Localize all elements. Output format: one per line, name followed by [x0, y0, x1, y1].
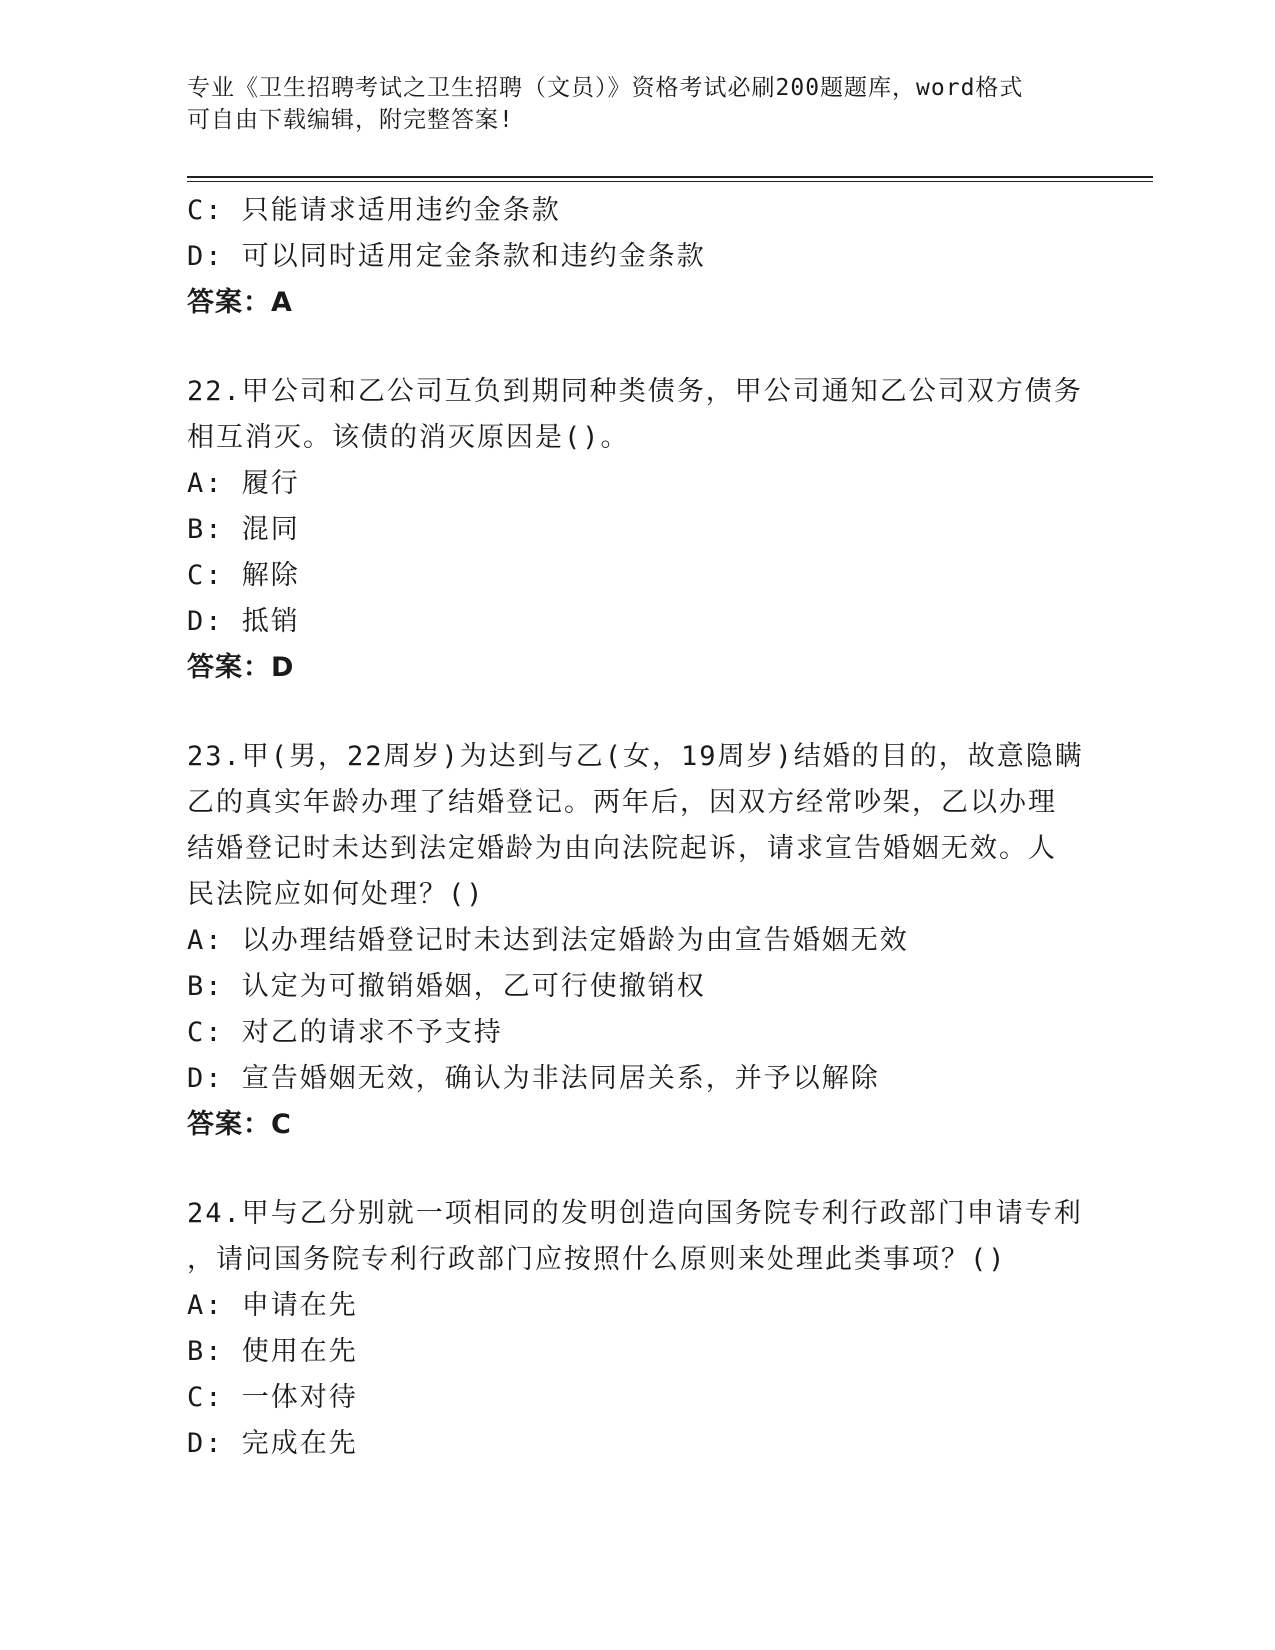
- question-spacer: [187, 1148, 1107, 1191]
- question-list: [187, 188, 1107, 1467]
- option-c: C: 一体对待: [187, 1382, 358, 1413]
- option-c: C: 对乙的请求不予支持: [187, 1017, 503, 1048]
- question-22: [187, 369, 1107, 691]
- option-c: C: 解除: [187, 560, 300, 591]
- header-title-line-1: 专业《卫生招聘考试之卫生招聘（文员）》资格考试必刷200题题库，word格式: [187, 75, 1024, 101]
- question-stem-line: 乙的真实年龄办理了结婚登记。两年后，因双方经常吵架，乙以办理: [187, 787, 1057, 818]
- header-divider-thick: [187, 176, 1153, 178]
- option-d: D: 宣告婚姻无效，确认为非法同居关系，并予以解除: [187, 1063, 880, 1094]
- option-d: D: 抵销: [187, 606, 300, 637]
- question-stem-line: 结婚登记时未达到法定婚龄为由向法院起诉，请求宣告婚姻无效。人: [187, 833, 1057, 864]
- question-stem-line: 民法院应如何处理？(): [187, 879, 485, 910]
- option-d: D: 可以同时适用定金条款和违约金条款: [187, 241, 706, 272]
- option-b: B: 混同: [187, 514, 300, 545]
- question-stem-line: 23.甲(男，22周岁)为达到与乙(女，19周岁)结婚的目的，故意隐瞒: [187, 741, 1084, 772]
- question-stem-line: 相互消灭。该债的消灭原因是()。: [187, 422, 630, 453]
- question-stem-line: 22.甲公司和乙公司互负到期同种类债务，甲公司通知乙公司双方债务: [187, 376, 1083, 407]
- question-stem-line: ，请问国务院专利行政部门应按照什么原则来处理此类事项？(): [187, 1244, 1007, 1275]
- option-a: A: 履行: [187, 468, 300, 499]
- option-d: D: 完成在先: [187, 1428, 358, 1459]
- answer-label: 答案：C: [187, 1109, 292, 1140]
- option-b: B: 使用在先: [187, 1336, 358, 1367]
- question-spacer: [187, 326, 1107, 369]
- header-title-line-2: 可自由下载编辑，附完整答案!: [187, 107, 514, 133]
- answer-label: 答案：A: [187, 287, 293, 318]
- option-b: B: 认定为可撤销婚姻，乙可行使撤销权: [187, 971, 706, 1002]
- document-header: [187, 72, 1087, 136]
- question-21-tail: [187, 188, 1107, 326]
- question-23: [187, 734, 1107, 1148]
- question-24: [187, 1191, 1107, 1467]
- question-spacer: [187, 691, 1107, 734]
- answer-label: 答案：D: [187, 652, 295, 683]
- option-a: A: 申请在先: [187, 1290, 358, 1321]
- header-divider-thin: [187, 181, 1153, 182]
- option-a: A: 以办理结婚登记时未达到法定婚龄为由宣告婚姻无效: [187, 925, 909, 956]
- question-stem-line: 24.甲与乙分别就一项相同的发明创造向国务院专利行政部门申请专利: [187, 1198, 1083, 1229]
- option-c: C: 只能请求适用违约金条款: [187, 195, 561, 226]
